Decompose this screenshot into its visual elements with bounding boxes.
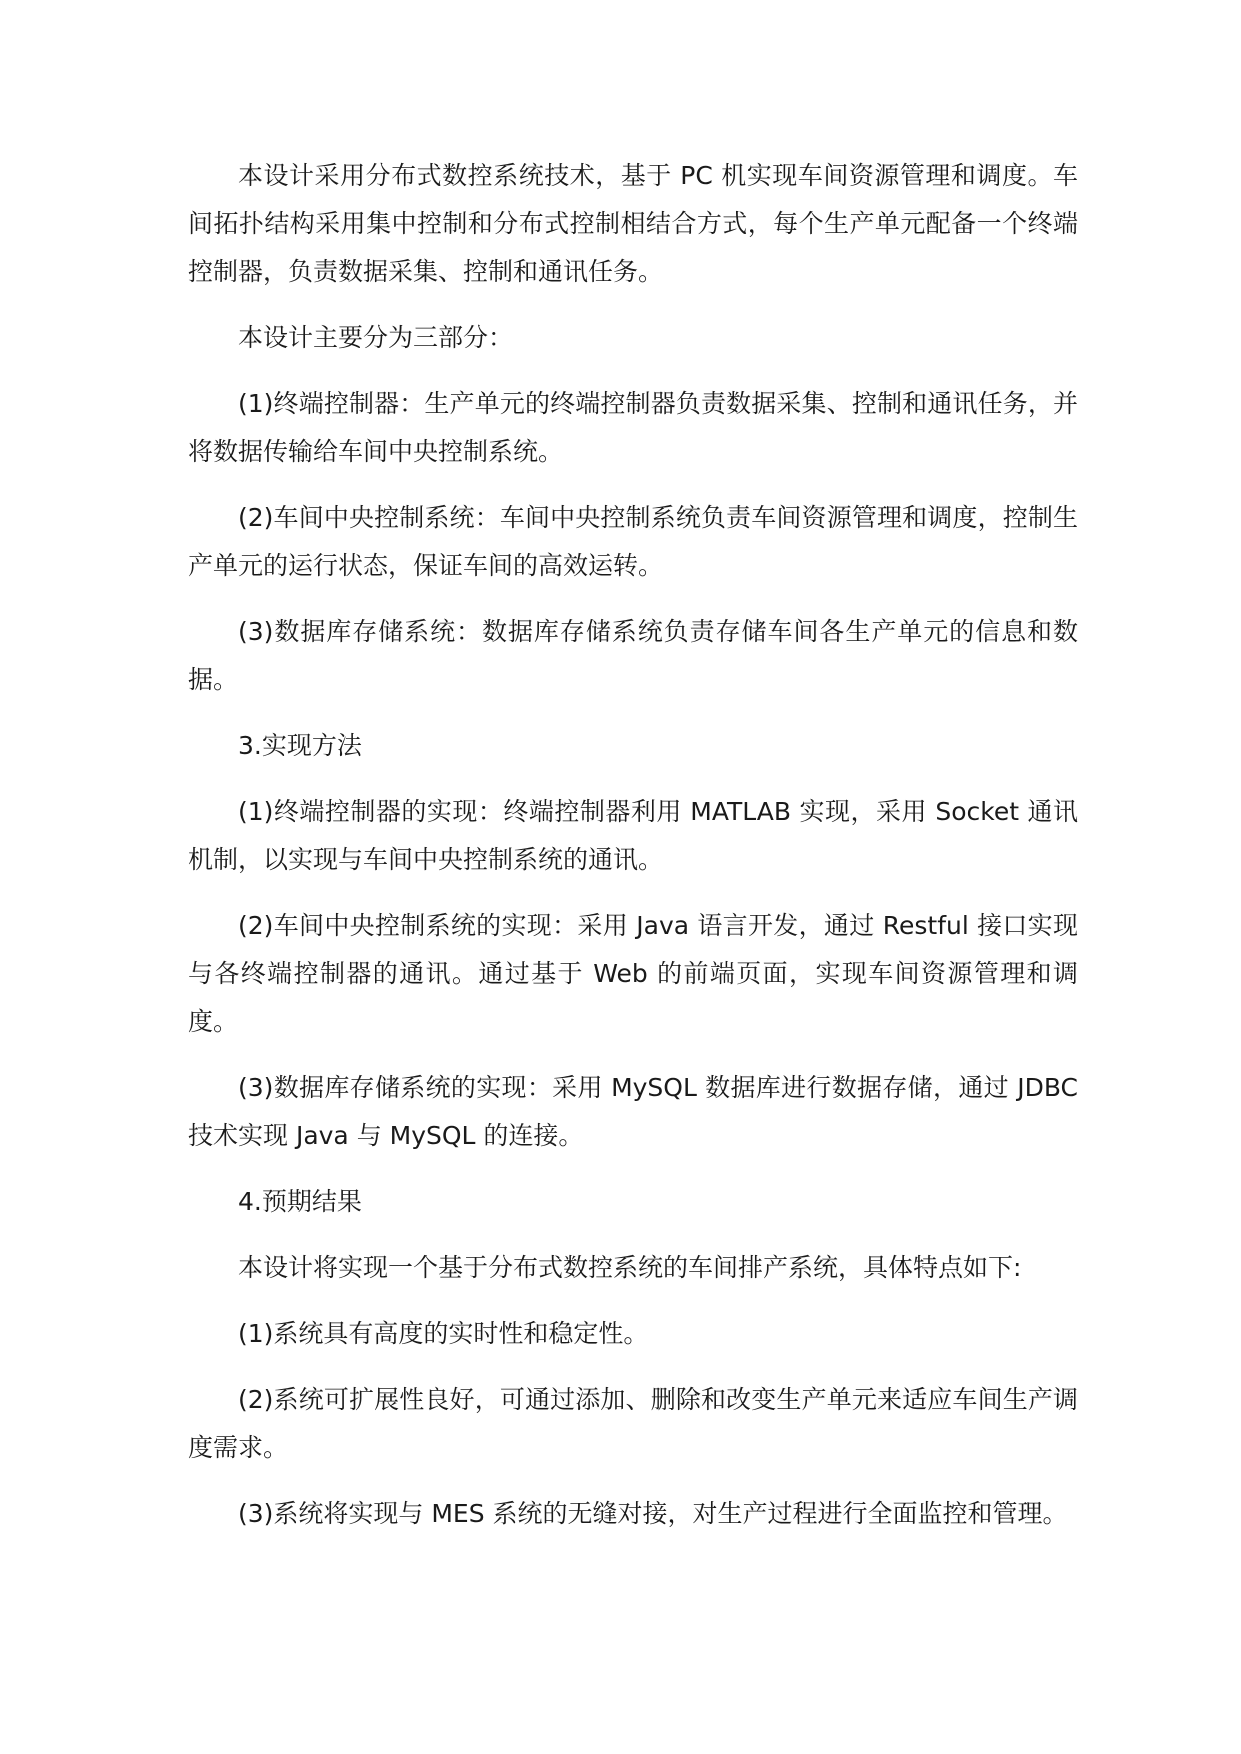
list-item-central-implementation: (2)车间中央控制系统的实现：采用 Java 语言开发，通过 Restful 接口实现与各终端控制器的通讯。通过基于 Web 的前端页面，实现车间资源管理和调度。 — [188, 911, 1078, 1036]
list-item-terminal-implementation: (1)终端控制器的实现：终端控制器利用 MATLAB 实现，采用 Socket 通讯机制，以实现与车间中央控制系统的通讯。 — [188, 797, 1078, 874]
list-item-central-control: (2)车间中央控制系统：车间中央控制系统负责车间资源管理和调度，控制生产单元的运行状态，保证车间的高效运转。 — [188, 503, 1078, 580]
list-item-database-storage: (3)数据库存储系统：数据库存储系统负责存储车间各生产单元的信息和数据。 — [188, 617, 1078, 694]
section-heading-implementation: 3.实现方法 — [238, 731, 362, 760]
document-body — [188, 152, 1078, 1556]
paragraph-results-intro: 本设计将实现一个基于分布式数控系统的车间排产系统，具体特点如下: — [238, 1253, 1022, 1282]
list-item-database-implementation: (3)数据库存储系统的实现：采用 MySQL 数据库进行数据存储，通过 JDBC 技术实现 Java 与 MySQL 的连接。 — [188, 1073, 1078, 1150]
list-item-scalability: (2)系统可扩展性良好，可通过添加、删除和改变生产单元来适应车间生产调度需求。 — [188, 1385, 1078, 1462]
paragraph-intro: 本设计采用分布式数控系统技术，基于 PC 机实现车间资源管理和调度。车间拓扑结构采用集中控制和分布式控制相结合方式，每个生产单元配备一个终端控制器，负责数据采集、控制和通讯任务。 — [188, 161, 1078, 286]
list-item-terminal-controller: (1)终端控制器：生产单元的终端控制器负责数据采集、控制和通讯任务，并将数据传输给车间中央控制系统。 — [188, 389, 1078, 466]
section-heading-expected-results: 4.预期结果 — [238, 1187, 362, 1216]
list-item-mes-integration: (3)系统将实现与 MES 系统的无缝对接，对生产过程进行全面监控和管理。 — [238, 1499, 1068, 1528]
paragraph-three-parts: 本设计主要分为三部分： — [238, 323, 514, 352]
list-item-realtime: (1)系统具有高度的实时性和稳定性。 — [238, 1319, 649, 1348]
